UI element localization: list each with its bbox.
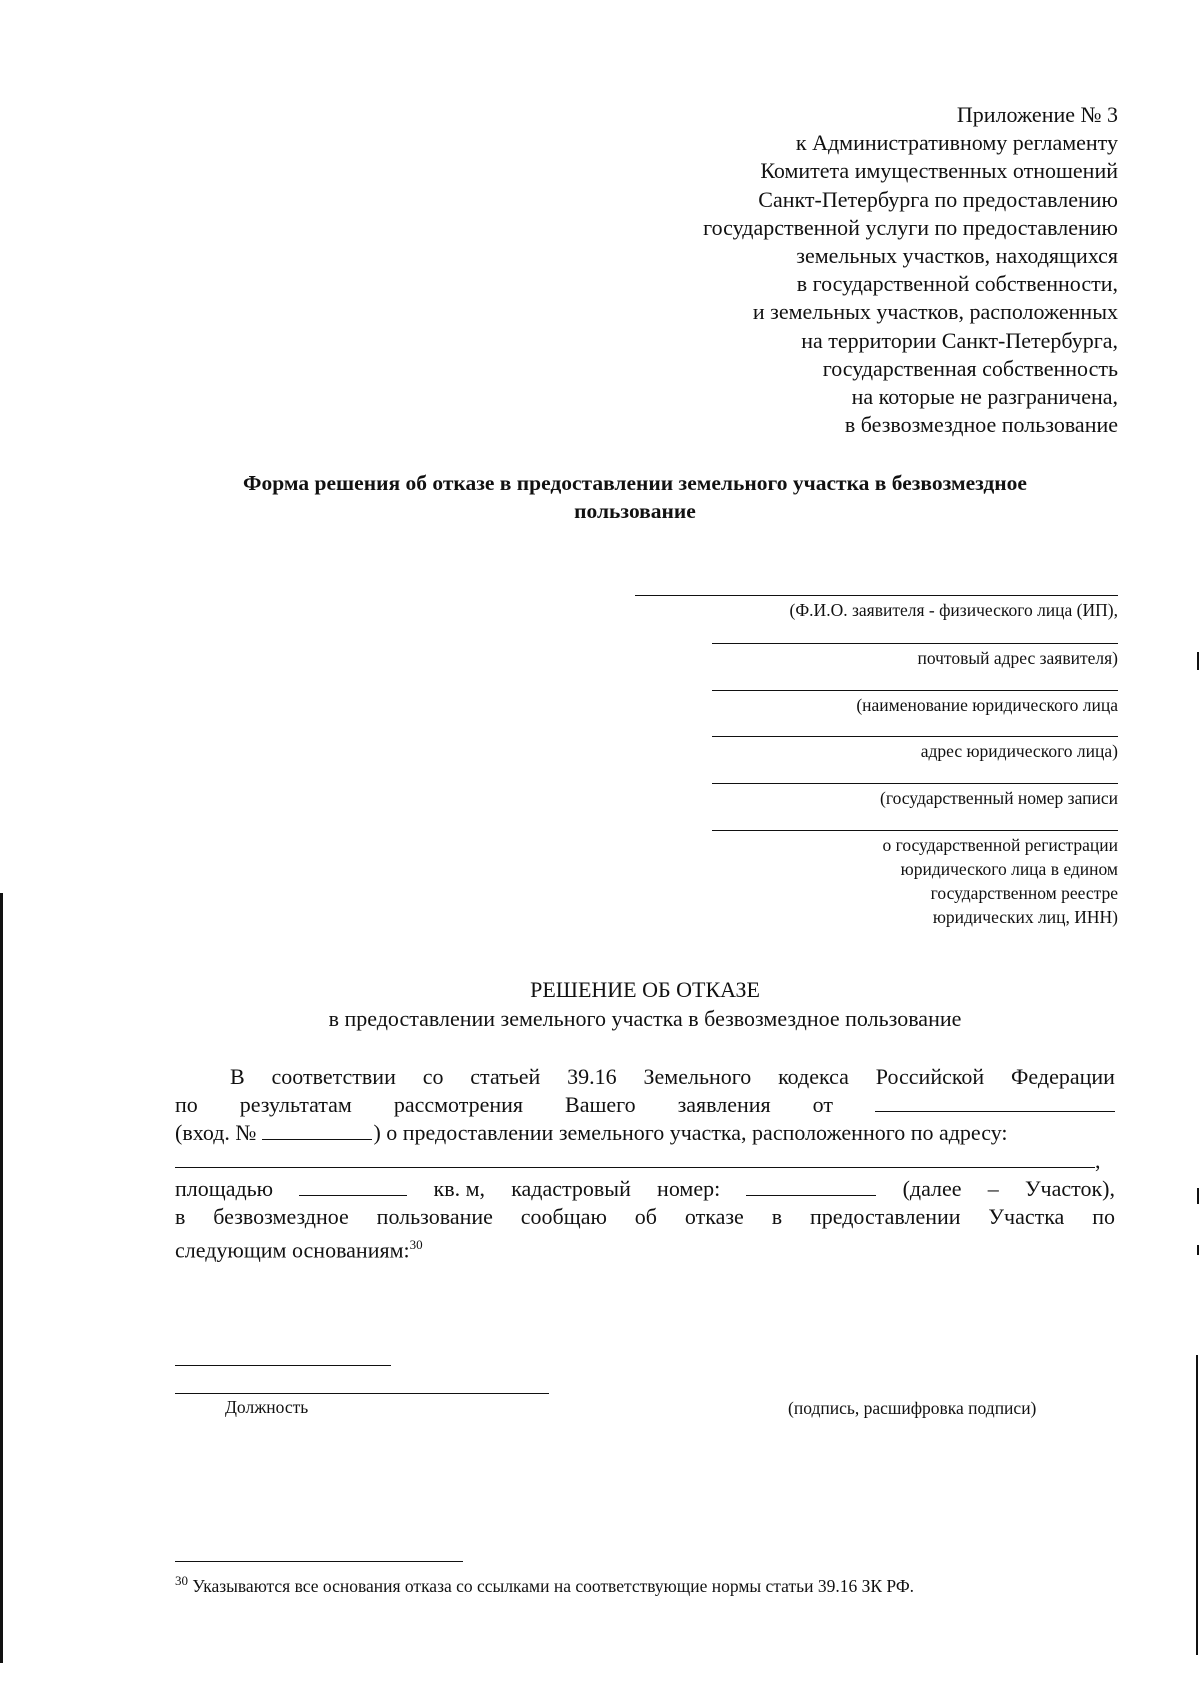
cadastral-number-field[interactable] — [746, 1177, 876, 1196]
body-word: рассмотрения — [393, 1092, 524, 1117]
scan-mark-right — [1197, 1188, 1199, 1204]
fio-label: (Ф.И.О. заявителя - физического лица (ИП), — [789, 600, 1118, 620]
form-title — [170, 469, 1100, 525]
decision-title: РЕШЕНИЕ ОБ ОТКАЗЕ — [530, 977, 760, 1002]
postal-address-label: почтовый адрес заявителя) — [917, 648, 1118, 668]
body-word: отказе — [684, 1204, 744, 1229]
body-word: соответствии — [271, 1064, 396, 1089]
body-word: площадью — [175, 1176, 274, 1201]
registration-detail-field-line[interactable] — [712, 830, 1118, 831]
body-word: по — [1092, 1204, 1115, 1229]
incoming-number-field[interactable] — [262, 1121, 372, 1140]
area-field[interactable] — [299, 1177, 407, 1196]
body-word: от — [812, 1092, 833, 1117]
body-line-4 — [175, 1147, 1115, 1175]
body-word: Земельного — [643, 1064, 752, 1089]
body-text: , — [1095, 1148, 1101, 1173]
body-word: безвозмездное — [213, 1204, 349, 1229]
form-title-line2: пользование — [574, 499, 696, 523]
body-word: пользование — [376, 1204, 493, 1229]
legal-name-label: (наименование юридического лица — [856, 695, 1118, 715]
registration-detail-line: о государственной регистрации — [882, 835, 1118, 855]
postal-address-field-line[interactable] — [712, 643, 1118, 644]
header-line: земельных участков, находящихся — [796, 243, 1118, 269]
body-word: кв. м, — [433, 1176, 485, 1201]
header-line: Комитета имущественных отношений — [760, 158, 1118, 184]
body-word: статьей — [470, 1064, 541, 1089]
body-line-2 — [175, 1091, 1115, 1119]
body-word: по — [175, 1092, 198, 1117]
registration-detail-line: государственном реестре — [930, 883, 1118, 903]
application-date-field[interactable] — [875, 1093, 1115, 1112]
body-word: в — [175, 1204, 186, 1229]
appendix-header — [703, 101, 1118, 439]
scan-mark-right — [1197, 1245, 1199, 1255]
body-word: 39.16 — [567, 1064, 617, 1089]
body-word: (далее — [902, 1176, 962, 1201]
body-word: в — [771, 1204, 783, 1229]
decision-body — [175, 1063, 1115, 1264]
body-text: следующим основаниям: — [175, 1237, 410, 1263]
header-line: и земельных участков, расположенных — [752, 299, 1118, 325]
scan-edge-left — [0, 893, 3, 1663]
registration-number-label: (государственный номер записи — [880, 788, 1118, 808]
scan-mark-right — [1197, 652, 1199, 670]
body-word: Федерации — [1011, 1064, 1115, 1089]
signature-label: (подпись, расшифровка подписи) — [788, 1398, 1037, 1418]
footnote-mark: 30 — [175, 1573, 188, 1588]
header-line: в безвозмездное пользование — [844, 412, 1118, 438]
header-line: государственная собственность — [822, 355, 1118, 381]
body-word: со — [422, 1064, 444, 1089]
body-word: результатам — [239, 1092, 352, 1117]
body-word: предоставлении — [809, 1204, 961, 1229]
header-line: в государственной собственности, — [796, 271, 1118, 297]
address-field[interactable] — [175, 1149, 1095, 1168]
body-word: Российской — [875, 1064, 985, 1089]
form-title-line1: Форма решения об отказе в предоставлении земельного участка в безвозмездное — [243, 471, 1027, 495]
body-text: ) о предоставлении земельного участка, расположенного по адресу: — [373, 1120, 1008, 1145]
legal-name-field-line[interactable] — [712, 690, 1118, 691]
registration-number-field-line[interactable] — [712, 783, 1118, 784]
legal-address-label: адрес юридического лица) — [920, 741, 1118, 761]
body-line-7 — [175, 1231, 1115, 1264]
body-word: Участка — [988, 1204, 1065, 1229]
registration-detail-line: юридических лиц, ИНН) — [932, 907, 1118, 927]
body-line-5 — [175, 1175, 1115, 1203]
header-line: на территории Санкт-Петербурга, — [801, 327, 1118, 353]
signature-short-line[interactable] — [175, 1365, 391, 1366]
fio-field-line[interactable] — [635, 595, 1118, 596]
scan-edge-right — [1196, 1355, 1198, 1655]
body-line-1 — [175, 1063, 1115, 1091]
body-line-6 — [175, 1203, 1115, 1231]
body-word: кадастровый — [511, 1176, 631, 1201]
footnote-text: Указываются все основания отказа со ссылками на соответствующие нормы статьи 39.16 ЗК РФ. — [188, 1575, 915, 1596]
registration-detail-line: юридического лица в едином — [900, 859, 1118, 879]
body-word: номер: — [657, 1176, 721, 1201]
header-line: на которые не разграничена, — [851, 384, 1118, 410]
body-word: заявления — [677, 1092, 771, 1117]
header-line: государственной услуги по предоставлению — [703, 214, 1118, 240]
body-word: – — [987, 1176, 999, 1201]
body-line-3 — [175, 1119, 1115, 1147]
body-word: об — [634, 1204, 657, 1229]
header-line: Приложение № 3 — [956, 102, 1118, 127]
legal-address-field-line[interactable] — [712, 736, 1118, 737]
footnote — [175, 1573, 914, 1597]
body-word: сообщаю — [520, 1204, 607, 1229]
body-word: кодекса — [778, 1064, 849, 1089]
body-word: Вашего — [565, 1092, 636, 1117]
position-field-line[interactable] — [175, 1393, 549, 1394]
header-line: к Административному регламенту — [795, 130, 1118, 156]
footnote-separator — [175, 1561, 463, 1562]
body-text: (вход. № — [175, 1120, 257, 1145]
header-line: Санкт-Петербурга по предоставлению — [758, 186, 1118, 212]
footnote-reference: 30 — [409, 1237, 423, 1252]
decision-subtitle: в предоставлении земельного участка в безвозмездное пользование — [328, 1006, 962, 1031]
body-word: Участок), — [1024, 1176, 1115, 1201]
position-label: Должность — [225, 1397, 309, 1417]
body-word: В — [230, 1064, 245, 1089]
